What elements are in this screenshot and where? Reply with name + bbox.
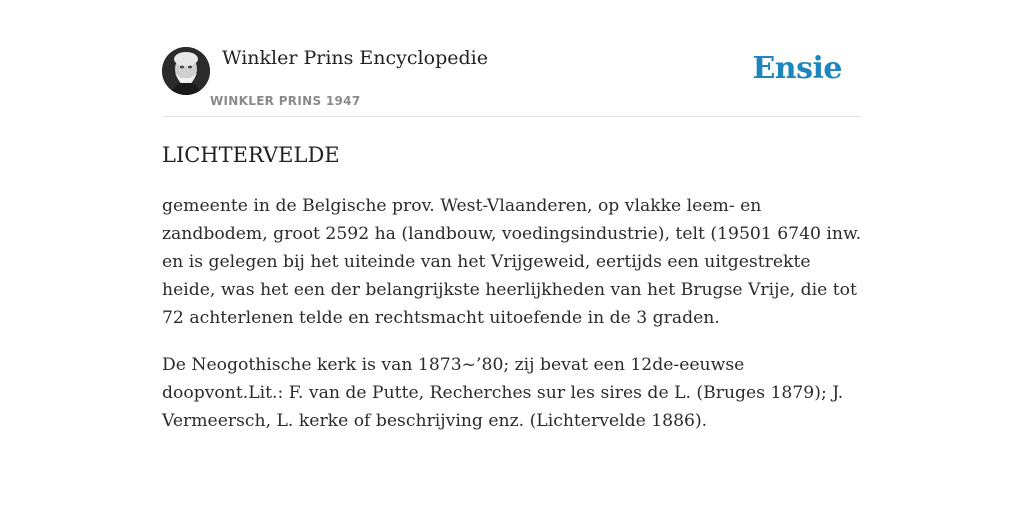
bearded-man-portrait-icon xyxy=(162,47,210,95)
source-title[interactable]: Winkler Prins Encyclopedie xyxy=(222,47,488,69)
source-subtitle[interactable]: WINKLER PRINS 1947 xyxy=(210,94,361,108)
entry-paragraph: gemeente in de Belgische prov. West-Vlaanderen, op vlakke leem- en zandbodem, groot 2592 ha (landbouw, voedingsindustrie), telt (19501 6740 inw. en is gelegen bij het uiteinde van het Vrijgeweid, eertijds een uitgestrekte heide, was het een der belangrijkste heerlijkheden van het Brugse Vrije, die tot 72 achterlenen telde en rechtsmacht uitoefende in de 3 graden. xyxy=(162,196,862,328)
source-avatar-icon[interactable] xyxy=(162,47,210,95)
entry-body xyxy=(162,192,868,454)
entry-title: LICHTERVELDE xyxy=(162,143,340,167)
entry-paragraph: De Neogothische kerk is van 1873~’80; zij bevat een 12de-eeuwse doopvont.Lit.: F. van de Putte, Recherches sur les sires de L. (Bruges 1879); J. Vermeersch, L. kerke of beschrijving enz. (Lichtervelde 1886). xyxy=(162,355,844,431)
brand-logo[interactable]: Ensie xyxy=(752,51,842,86)
header xyxy=(162,46,862,117)
